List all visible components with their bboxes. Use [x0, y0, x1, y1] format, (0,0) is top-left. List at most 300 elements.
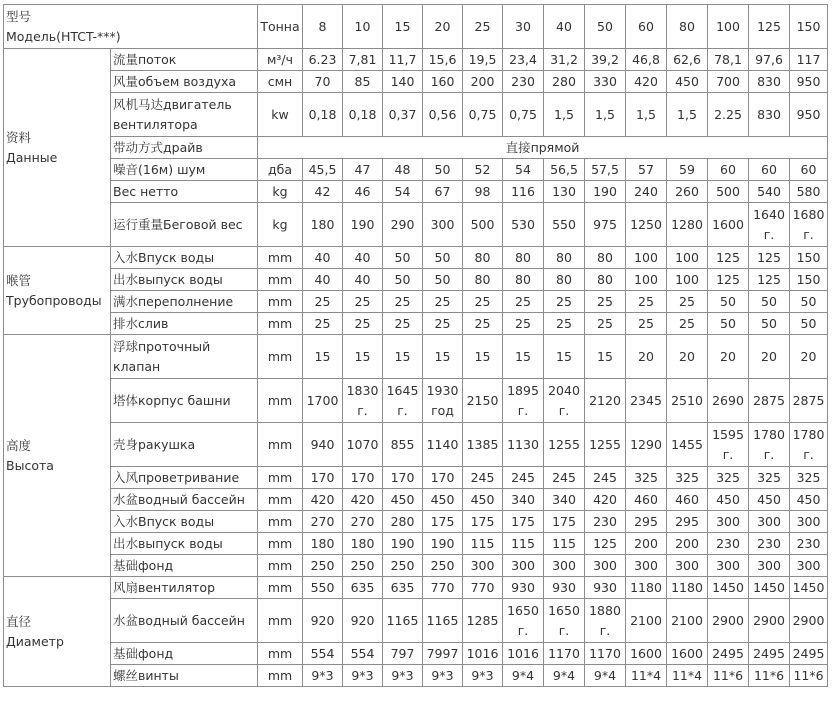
value-cell: 25 — [423, 313, 463, 335]
table-row — [4, 533, 828, 555]
value-cell: 50 — [383, 247, 423, 269]
value-cell: 770 — [423, 577, 463, 599]
value-cell: 1450 — [708, 577, 749, 599]
value-cell: 25 — [423, 291, 463, 313]
value-cell: 97,6 — [749, 49, 790, 71]
value-cell: 1180 — [626, 577, 667, 599]
value-cell: 9*4 — [544, 665, 585, 687]
value-cell: 2100 — [626, 599, 667, 643]
value-cell: 170 — [303, 467, 343, 489]
value-cell: 25 — [343, 313, 383, 335]
value-cell: 80 — [503, 247, 544, 269]
table-row — [4, 159, 828, 181]
value-cell: 11*4 — [667, 665, 708, 687]
tonnage-header-cell: 40 — [544, 5, 585, 49]
value-cell: 1640 г. — [749, 203, 790, 247]
value-cell: 62,6 — [667, 49, 708, 71]
value-cell: 160 — [423, 71, 463, 93]
value-cell: 245 — [585, 467, 626, 489]
value-cell: 9*3 — [383, 665, 423, 687]
parameter-cell: Вес нетто — [111, 181, 258, 203]
value-cell: 2900 — [749, 599, 790, 643]
value-cell: 325 — [708, 467, 749, 489]
unit-cell: kw — [258, 93, 303, 137]
value-cell: 23,4 — [503, 49, 544, 71]
value-cell: 80 — [585, 247, 626, 269]
unit-cell: mm — [258, 533, 303, 555]
value-cell: 2345 — [626, 379, 667, 423]
unit-cell: смн — [258, 71, 303, 93]
value-cell: 15,6 — [423, 49, 463, 71]
value-cell: 50 — [749, 291, 790, 313]
table-row — [4, 269, 828, 291]
value-cell: 50 — [423, 159, 463, 181]
value-cell: 15 — [463, 335, 503, 379]
value-cell: 54 — [383, 181, 423, 203]
value-cell: 1170 — [544, 643, 585, 665]
value-cell: 450 — [463, 489, 503, 511]
value-cell: 1700 — [303, 379, 343, 423]
value-cell: 554 — [343, 643, 383, 665]
value-cell: 20 — [790, 335, 828, 379]
value-cell: 9*3 — [423, 665, 463, 687]
unit-cell: mm — [258, 489, 303, 511]
value-cell: 25 — [303, 291, 343, 313]
parameter-cell: 入水Впуск воды — [111, 247, 258, 269]
group-label-cn: 高度 — [6, 437, 32, 453]
group-label-ru: Трубопроводы — [6, 292, 102, 308]
value-cell: 2.25 — [708, 93, 749, 137]
value-cell: 550 — [544, 203, 585, 247]
tonnage-header-cell: 25 — [463, 5, 503, 49]
value-cell: 190 — [585, 181, 626, 203]
value-cell: 300 — [423, 203, 463, 247]
value-cell: 15 — [585, 335, 626, 379]
value-cell: 200 — [463, 71, 503, 93]
table-row — [4, 555, 828, 577]
value-cell: 530 — [503, 203, 544, 247]
value-cell: 78,1 — [708, 49, 749, 71]
value-cell: 245 — [544, 467, 585, 489]
value-cell: 975 — [585, 203, 626, 247]
value-cell: 50 — [708, 291, 749, 313]
value-cell: 2690 — [708, 379, 749, 423]
value-cell: 1450 — [790, 577, 828, 599]
value-cell: 295 — [667, 511, 708, 533]
value-cell: 250 — [343, 555, 383, 577]
table-row — [4, 599, 828, 643]
value-cell: 300 — [790, 511, 828, 533]
parameter-cell: 排水слив — [111, 313, 258, 335]
group-label-ru: Высота — [6, 457, 54, 473]
value-cell: 11*6 — [790, 665, 828, 687]
value-cell: 9*4 — [503, 665, 544, 687]
value-cell: 450 — [667, 71, 708, 93]
value-cell: 1130 — [503, 423, 544, 467]
table-row — [4, 313, 828, 335]
value-cell: 25 — [383, 291, 423, 313]
value-cell: 31,2 — [544, 49, 585, 71]
value-cell: 50 — [423, 247, 463, 269]
value-cell: 1880 г. — [585, 599, 626, 643]
table-row — [4, 247, 828, 269]
value-cell: 9*3 — [303, 665, 343, 687]
value-cell: 100 — [626, 247, 667, 269]
value-cell: 325 — [667, 467, 708, 489]
value-cell: 25 — [626, 313, 667, 335]
value-cell: 300 — [749, 511, 790, 533]
value-cell: 2900 — [790, 599, 828, 643]
value-cell: 150 — [790, 247, 828, 269]
value-cell: 11*6 — [749, 665, 790, 687]
value-cell: 1016 — [503, 643, 544, 665]
value-cell: 300 — [463, 555, 503, 577]
value-cell: 0,56 — [423, 93, 463, 137]
value-cell: 6.23 — [303, 49, 343, 71]
value-cell: 420 — [303, 489, 343, 511]
value-cell: 116 — [503, 181, 544, 203]
table-row — [4, 71, 828, 93]
merged-value-cell: 直接прямой — [258, 137, 828, 159]
unit-cell: kg — [258, 203, 303, 247]
table-row — [4, 137, 828, 159]
value-cell: 2495 — [708, 643, 749, 665]
value-cell: 1,5 — [626, 93, 667, 137]
group-label-cn: 直径 — [6, 613, 32, 629]
value-cell: 1780 г. — [790, 423, 828, 467]
value-cell: 9*4 — [585, 665, 626, 687]
spec-table — [3, 4, 828, 687]
value-cell: 57 — [626, 159, 667, 181]
value-cell: 250 — [423, 555, 463, 577]
value-cell: 230 — [503, 71, 544, 93]
value-cell: 420 — [343, 489, 383, 511]
value-cell: 85 — [343, 71, 383, 93]
value-cell: 180 — [343, 533, 383, 555]
unit-cell: mm — [258, 511, 303, 533]
tonnage-header-cell: 30 — [503, 5, 544, 49]
value-cell: 15 — [343, 335, 383, 379]
value-cell: 2040 г. — [544, 379, 585, 423]
value-cell: 40 — [343, 247, 383, 269]
value-cell: 250 — [303, 555, 343, 577]
value-cell: 40 — [303, 247, 343, 269]
value-cell: 0,75 — [503, 93, 544, 137]
value-cell: 2120 — [585, 379, 626, 423]
value-cell: 1140 — [423, 423, 463, 467]
value-cell: 15 — [503, 335, 544, 379]
value-cell: 635 — [343, 577, 383, 599]
value-cell: 80 — [463, 247, 503, 269]
value-cell: 180 — [303, 203, 343, 247]
value-cell: 2900 — [708, 599, 749, 643]
value-cell: 47 — [343, 159, 383, 181]
parameter-cell: 风扇вентилятор — [111, 577, 258, 599]
value-cell: 450 — [749, 489, 790, 511]
value-cell: 930 — [544, 577, 585, 599]
value-cell: 25 — [383, 313, 423, 335]
value-cell: 830 — [749, 93, 790, 137]
value-cell: 125 — [708, 269, 749, 291]
value-cell: 1600 — [626, 643, 667, 665]
value-cell: 7997 — [423, 643, 463, 665]
group-label-ru: Данные — [6, 149, 58, 165]
value-cell: 0,18 — [303, 93, 343, 137]
parameter-cell: 入风проветривание — [111, 467, 258, 489]
value-cell: 56,5 — [544, 159, 585, 181]
group-label-cn: 资料 — [6, 129, 32, 145]
table-row — [4, 203, 828, 247]
value-cell: 2875 — [790, 379, 828, 423]
value-cell: 140 — [383, 71, 423, 93]
value-cell: 450 — [383, 489, 423, 511]
value-cell: 500 — [463, 203, 503, 247]
tonnage-header-cell: 8 — [303, 5, 343, 49]
value-cell: 15 — [303, 335, 343, 379]
model-header-cell — [4, 5, 258, 49]
spec-table-body — [4, 5, 828, 687]
value-cell: 125 — [749, 247, 790, 269]
unit-cell: mm — [258, 423, 303, 467]
value-cell: 550 — [303, 577, 343, 599]
value-cell: 180 — [303, 533, 343, 555]
table-row — [4, 665, 828, 687]
value-cell: 420 — [626, 71, 667, 93]
value-cell: 855 — [383, 423, 423, 467]
value-cell: 25 — [503, 291, 544, 313]
unit-cell: mm — [258, 665, 303, 687]
value-cell: 20 — [708, 335, 749, 379]
value-cell: 175 — [503, 511, 544, 533]
value-cell: 1290 — [626, 423, 667, 467]
value-cell: 80 — [463, 269, 503, 291]
value-cell: 100 — [626, 269, 667, 291]
value-cell: 1385 — [463, 423, 503, 467]
value-cell: 200 — [667, 533, 708, 555]
value-cell: 340 — [544, 489, 585, 511]
value-cell: 1600 — [667, 643, 708, 665]
group-label-cn: 喉管 — [6, 272, 32, 288]
table-row — [4, 577, 828, 599]
value-cell: 25 — [544, 313, 585, 335]
value-cell: 260 — [667, 181, 708, 203]
value-cell: 325 — [749, 467, 790, 489]
value-cell: 1280 — [667, 203, 708, 247]
model-label-ru: Модель(HTCT-***) — [6, 28, 121, 44]
table-row — [4, 423, 828, 467]
value-cell: 20 — [667, 335, 708, 379]
value-cell: 80 — [585, 269, 626, 291]
value-cell: 300 — [790, 555, 828, 577]
parameter-cell: 水盆водный бассейн — [111, 489, 258, 511]
value-cell: 1070 — [343, 423, 383, 467]
value-cell: 15 — [544, 335, 585, 379]
value-cell: 45,5 — [303, 159, 343, 181]
value-cell: 46 — [343, 181, 383, 203]
value-cell: 700 — [708, 71, 749, 93]
parameter-cell: 壳身ракушка — [111, 423, 258, 467]
group-label-ru: Диаметр — [6, 633, 64, 649]
value-cell: 190 — [423, 533, 463, 555]
table-row — [4, 379, 828, 423]
parameter-cell: 噪音(16м) шум — [111, 159, 258, 181]
parameter-cell: 基础фонд — [111, 643, 258, 665]
value-cell: 150 — [790, 269, 828, 291]
value-cell: 25 — [303, 313, 343, 335]
value-cell: 0,37 — [383, 93, 423, 137]
tonnage-header-cell: 20 — [423, 5, 463, 49]
value-cell: 1680 г. — [790, 203, 828, 247]
value-cell: 250 — [383, 555, 423, 577]
value-cell: 70 — [303, 71, 343, 93]
table-row — [4, 335, 828, 379]
value-cell: 1250 — [626, 203, 667, 247]
value-cell: 1600 — [708, 203, 749, 247]
unit-cell: mm — [258, 599, 303, 643]
unit-cell: kg — [258, 181, 303, 203]
tonnage-header-cell: 50 — [585, 5, 626, 49]
parameter-cell: 浮球проточный клапан — [111, 335, 258, 379]
group-label-cell — [4, 247, 111, 335]
value-cell: 50 — [790, 291, 828, 313]
value-cell: 1255 — [544, 423, 585, 467]
value-cell: 450 — [790, 489, 828, 511]
table-row — [4, 181, 828, 203]
value-cell: 500 — [708, 181, 749, 203]
value-cell: 950 — [790, 71, 828, 93]
value-cell: 920 — [303, 599, 343, 643]
value-cell: 0,75 — [463, 93, 503, 137]
value-cell: 300 — [544, 555, 585, 577]
parameter-cell: 流量поток — [111, 49, 258, 71]
value-cell: 60 — [708, 159, 749, 181]
value-cell: 25 — [626, 291, 667, 313]
value-cell: 1170 — [585, 643, 626, 665]
value-cell: 230 — [790, 533, 828, 555]
value-cell: 80 — [544, 269, 585, 291]
value-cell: 1285 — [463, 599, 503, 643]
table-row — [4, 467, 828, 489]
value-cell: 60 — [790, 159, 828, 181]
value-cell: 25 — [463, 291, 503, 313]
tonnage-header-cell: 150 — [790, 5, 828, 49]
value-cell: 52 — [463, 159, 503, 181]
value-cell: 190 — [383, 533, 423, 555]
value-cell: 11,7 — [383, 49, 423, 71]
value-cell: 230 — [708, 533, 749, 555]
value-cell: 2875 — [749, 379, 790, 423]
value-cell: 2495 — [749, 643, 790, 665]
value-cell: 2150 — [463, 379, 503, 423]
value-cell: 280 — [383, 511, 423, 533]
unit-cell: mm — [258, 291, 303, 313]
parameter-cell: 基础фонд — [111, 555, 258, 577]
value-cell: 325 — [790, 467, 828, 489]
unit-cell: mm — [258, 335, 303, 379]
value-cell: 1180 — [667, 577, 708, 599]
value-cell: 580 — [790, 181, 828, 203]
tonnage-header-cell: 100 — [708, 5, 749, 49]
value-cell: 40 — [343, 269, 383, 291]
parameter-cell: 出水выпуск воды — [111, 269, 258, 291]
tonnage-header-cell: 80 — [667, 5, 708, 49]
value-cell: 300 — [503, 555, 544, 577]
value-cell: 200 — [626, 533, 667, 555]
value-cell: 175 — [544, 511, 585, 533]
value-cell: 300 — [626, 555, 667, 577]
value-cell: 80 — [544, 247, 585, 269]
unit-header-cell: Тонна — [258, 5, 303, 49]
value-cell: 190 — [343, 203, 383, 247]
value-cell: 330 — [585, 71, 626, 93]
value-cell: 930 — [585, 577, 626, 599]
value-cell: 48 — [383, 159, 423, 181]
value-cell: 245 — [503, 467, 544, 489]
value-cell: 280 — [544, 71, 585, 93]
value-cell: 1165 — [383, 599, 423, 643]
value-cell: 7,81 — [343, 49, 383, 71]
value-cell: 1830 г. — [343, 379, 383, 423]
value-cell: 930 — [503, 577, 544, 599]
value-cell: 115 — [544, 533, 585, 555]
value-cell: 125 — [708, 247, 749, 269]
value-cell: 11*6 — [708, 665, 749, 687]
value-cell: 1016 — [463, 643, 503, 665]
parameter-cell: 风机马达двигатель вентилятора — [111, 93, 258, 137]
value-cell: 39,2 — [585, 49, 626, 71]
value-cell: 60 — [749, 159, 790, 181]
table-row — [4, 49, 828, 71]
unit-cell: mm — [258, 269, 303, 291]
value-cell: 42 — [303, 181, 343, 203]
table-row — [4, 643, 828, 665]
value-cell: 797 — [383, 643, 423, 665]
value-cell: 25 — [503, 313, 544, 335]
value-cell: 50 — [749, 313, 790, 335]
value-cell: 554 — [303, 643, 343, 665]
value-cell: 1,5 — [585, 93, 626, 137]
value-cell: 1650 г. — [503, 599, 544, 643]
unit-cell: mm — [258, 379, 303, 423]
value-cell: 130 — [544, 181, 585, 203]
value-cell: 100 — [667, 269, 708, 291]
unit-cell: mm — [258, 643, 303, 665]
value-cell: 1650 г. — [544, 599, 585, 643]
value-cell: 115 — [503, 533, 544, 555]
value-cell: 460 — [667, 489, 708, 511]
value-cell: 460 — [626, 489, 667, 511]
value-cell: 15 — [383, 335, 423, 379]
value-cell: 50 — [383, 269, 423, 291]
value-cell: 940 — [303, 423, 343, 467]
value-cell: 25 — [667, 291, 708, 313]
tonnage-header-cell: 60 — [626, 5, 667, 49]
value-cell: 1780 г. — [749, 423, 790, 467]
value-cell: 98 — [463, 181, 503, 203]
value-cell: 1450 — [749, 577, 790, 599]
value-cell: 300 — [708, 555, 749, 577]
group-label-cell — [4, 49, 111, 247]
value-cell: 300 — [708, 511, 749, 533]
value-cell: 1255 — [585, 423, 626, 467]
parameter-cell: 风量объем воздуха — [111, 71, 258, 93]
value-cell: 100 — [667, 247, 708, 269]
value-cell: 25 — [667, 313, 708, 335]
value-cell: 1165 — [423, 599, 463, 643]
value-cell: 420 — [585, 489, 626, 511]
value-cell: 240 — [626, 181, 667, 203]
value-cell: 54 — [503, 159, 544, 181]
